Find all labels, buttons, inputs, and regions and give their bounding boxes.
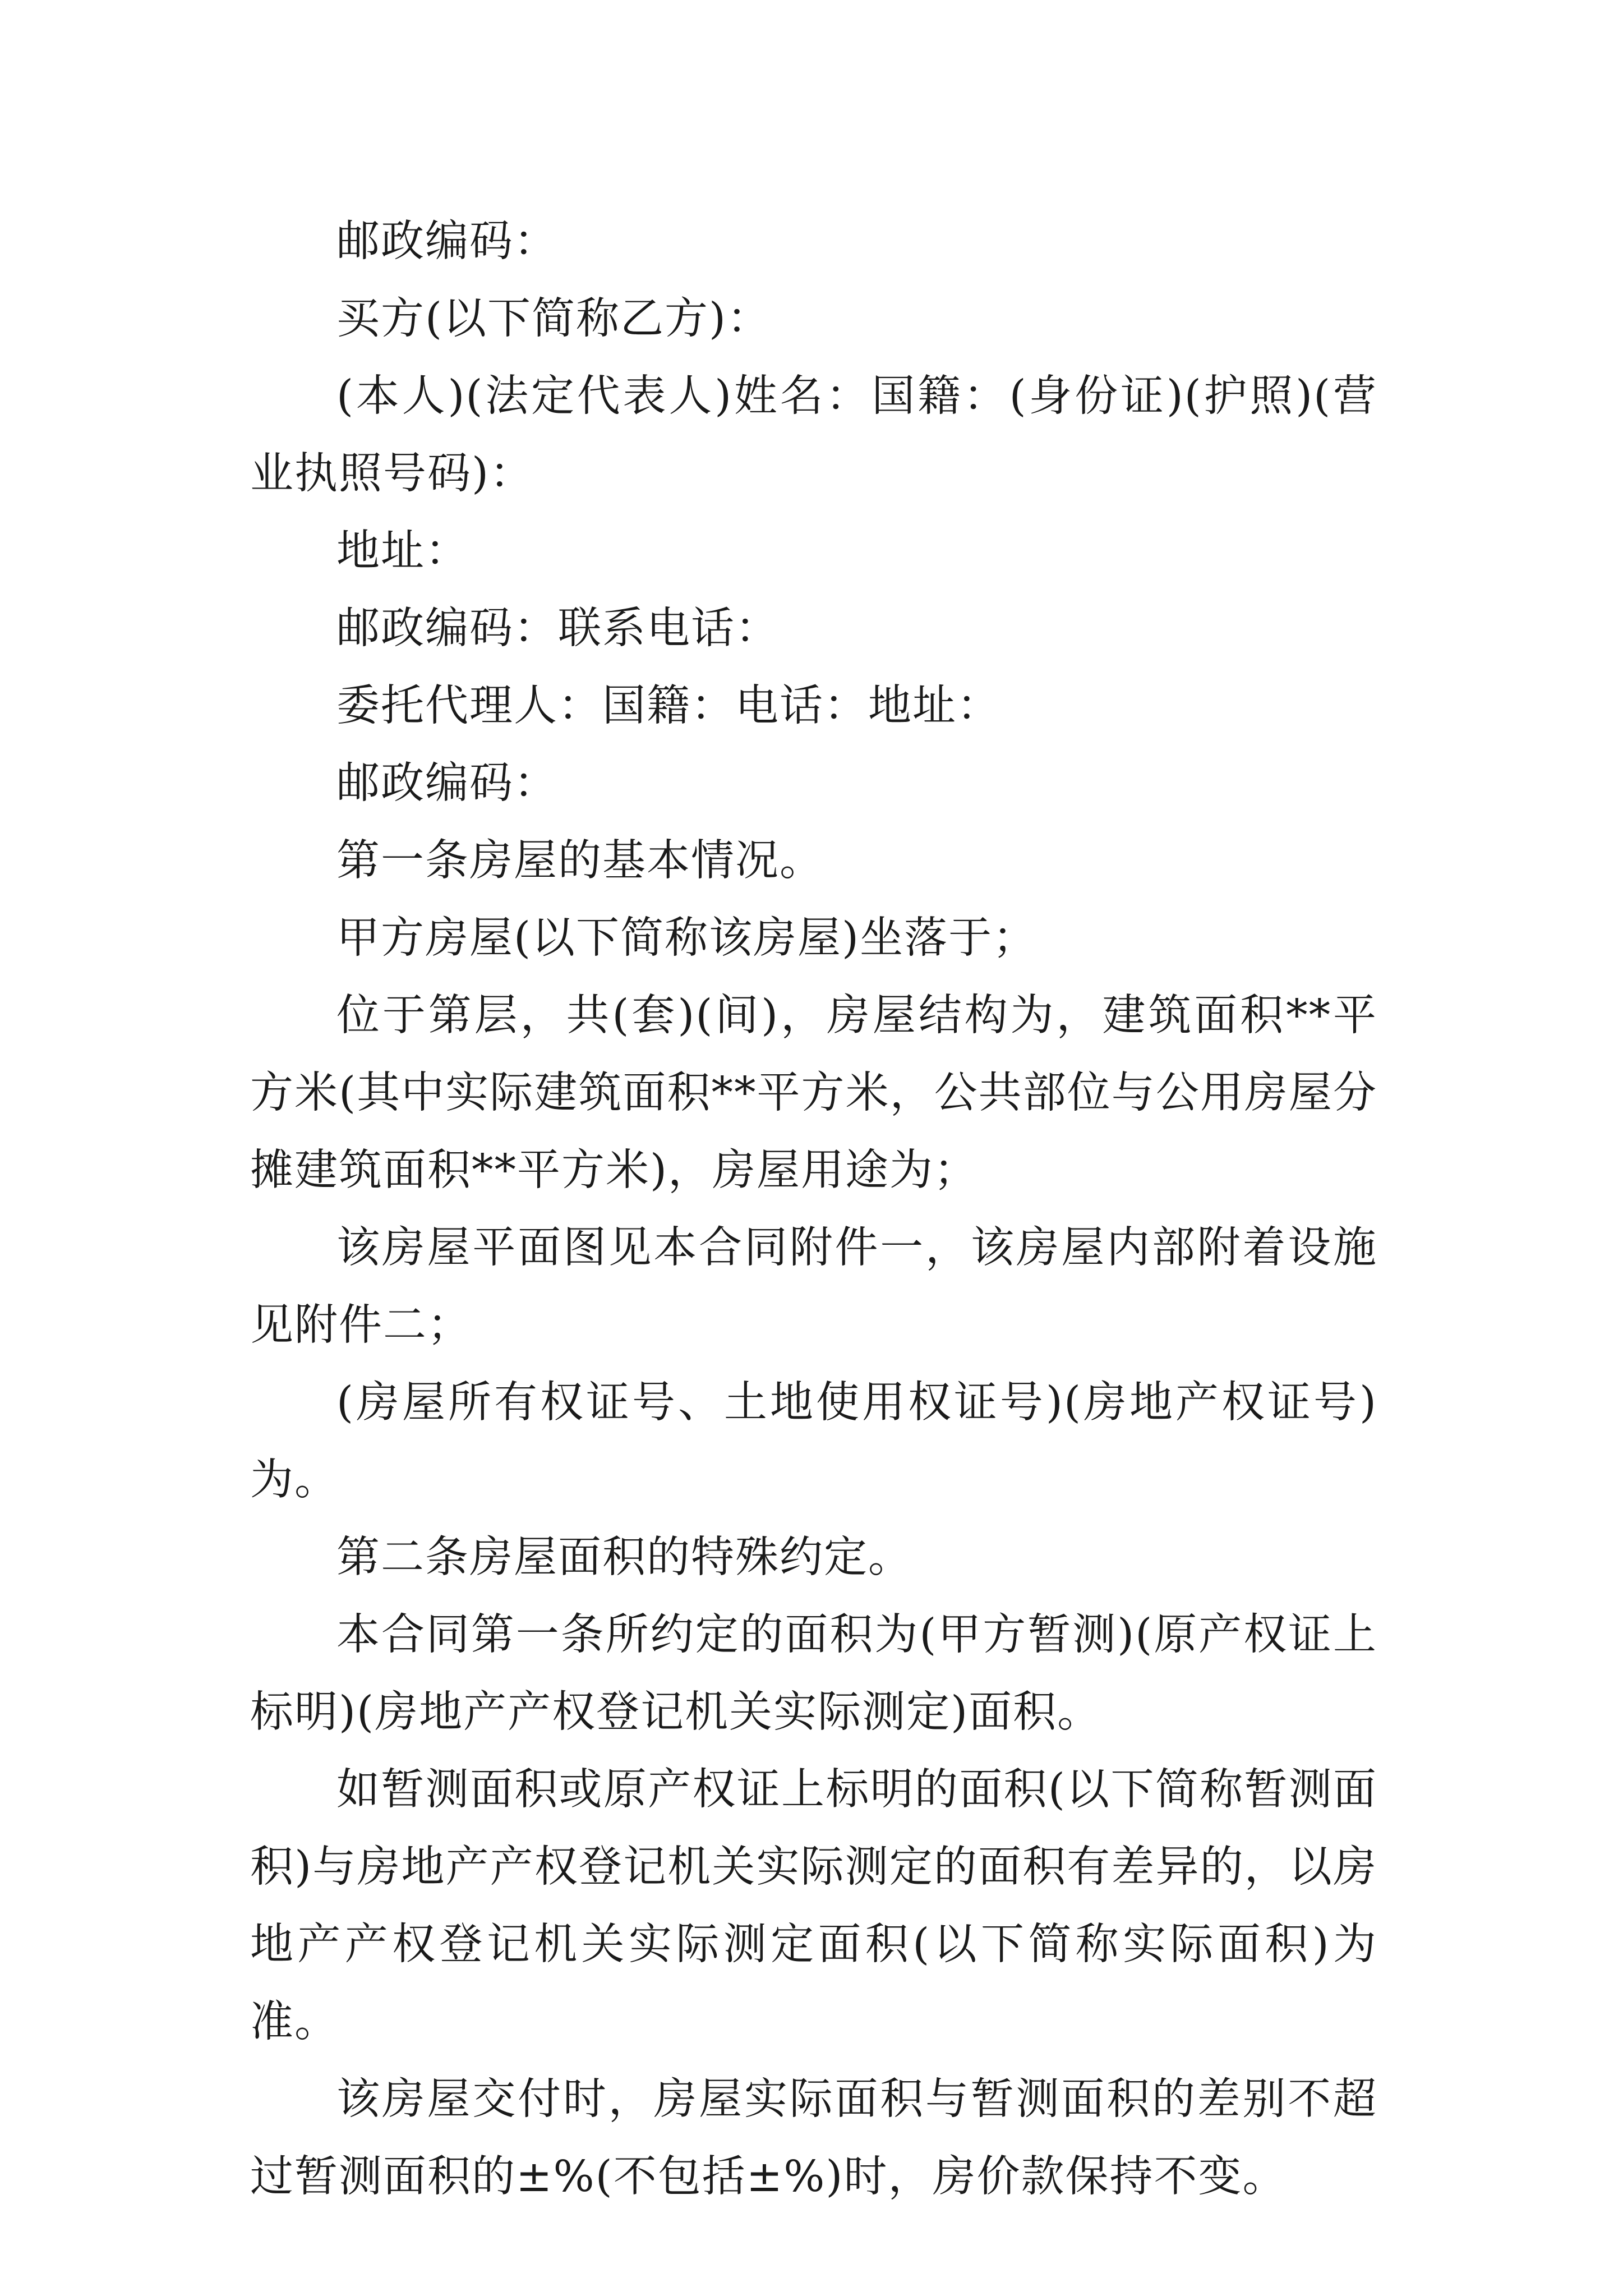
paragraph-article-1-title: 第一条房屋的基本情况。 <box>336 836 824 886</box>
paragraph-area-agreed: 本合同第一条所约定的面积为(甲方暂测)(原产权证上标明)(房地产产权登记机关实际测定)面积。 <box>250 1610 1377 1737</box>
paragraph-postal-phone: 邮政编码：联系电话： <box>336 604 780 654</box>
paragraph-floor-plan: 该房屋平面图见本合同附件一，该房屋内部附着设施见附件二； <box>250 1223 1377 1350</box>
paragraph-buyer-heading: 买方(以下简称乙方)： <box>336 294 772 344</box>
paragraph-buyer-identity: (本人)(法定代表人)姓名：国籍：(身份证)(护照)(营业执照号码)： <box>250 371 1377 499</box>
paragraph-address: 地址： <box>336 526 469 576</box>
paragraph-price-unchanged: 该房屋交付时，房屋实际面积与暂测面积的差别不超过暂测面积的±%(不包括±%)时，房价款保持不变。 <box>250 2074 1377 2202</box>
document-body <box>250 203 1377 2216</box>
paragraph-house-location: 甲方房屋(以下简称该房屋)坐落于； <box>336 913 1038 963</box>
paragraph-certificate-number: (房屋所有权证号、土地使用权证号)(房地产权证号)为。 <box>250 1378 1377 1505</box>
paragraph-postal-code-2: 邮政编码： <box>336 758 558 808</box>
paragraph-article-2-title: 第二条房屋面积的特殊约定。 <box>336 1533 912 1582</box>
paragraph-area-difference: 如暂测面积或原产权证上标明的面积(以下简称暂测面积)与房地产产权登记机关实际测定的面积有差异的，以房地产产权登记机关实际测定面积(以下简称实际面积)为准。 <box>250 1765 1377 2047</box>
paragraph-postal-code-1: 邮政编码： <box>336 217 558 266</box>
paragraph-house-structure: 位于第层，共(套)(间)，房屋结构为，建筑面积**平方米(其中实际建筑面积**平方米，公共部位与公用房屋分摊建筑面积**平方米)，房屋用途为； <box>250 991 1377 1195</box>
paragraph-agent: 委托代理人：国籍：电话：地址： <box>336 681 1001 731</box>
